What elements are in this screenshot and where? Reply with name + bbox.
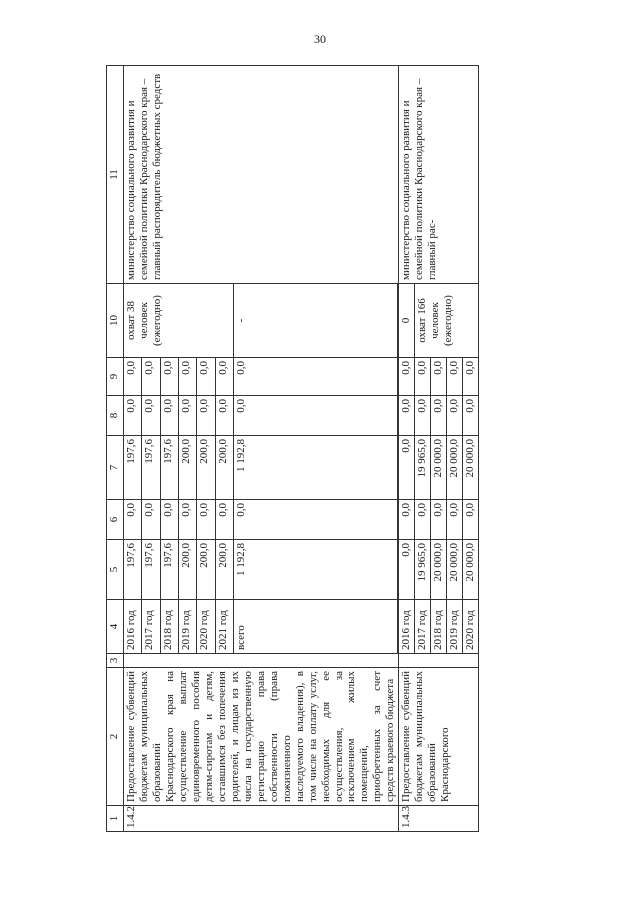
- col-header-7: 7: [107, 436, 124, 500]
- value-cell: 200,0: [178, 540, 196, 600]
- year-cell: 2019 год: [447, 600, 463, 654]
- year-cell: 2018 год: [431, 600, 447, 654]
- value-cell: 20 000,0: [447, 436, 463, 500]
- year-cell: 2019 год: [178, 600, 196, 654]
- value-cell: 0,0: [463, 358, 479, 396]
- value-cell: 0,0: [463, 396, 479, 436]
- row-col3: [124, 654, 399, 668]
- row-col3: [399, 654, 479, 668]
- value-cell: 0,0: [415, 358, 431, 396]
- row-description: Предоставление субвенций бюджетам муниципальных образований Краснодарского: [399, 668, 479, 806]
- value-cell: 0,0: [160, 500, 178, 540]
- value-cell: 0,0: [431, 500, 447, 540]
- value-cell: 0,0: [178, 358, 196, 396]
- value-cell: 0,0: [178, 500, 196, 540]
- value-cell: 20 000,0: [431, 540, 447, 600]
- result-cell: охват 166 человек (ежегодно): [415, 284, 479, 358]
- value-cell: 0,0: [415, 500, 431, 540]
- value-cell: 0,0: [399, 436, 415, 500]
- result-total-cell: -: [233, 284, 397, 358]
- col-header-9: 9: [107, 358, 124, 396]
- year-cell: 2018 год: [160, 600, 178, 654]
- year-cell: 2017 год: [415, 600, 431, 654]
- year-cell: всего: [233, 600, 397, 654]
- value-cell: 0,0: [399, 396, 415, 436]
- value-cell: 197,6: [142, 436, 160, 500]
- value-cell: 0,0: [447, 500, 463, 540]
- value-cell: 19 965,0: [415, 540, 431, 600]
- value-cell: 0,0: [197, 396, 215, 436]
- year-cell: 2016 год: [124, 600, 142, 654]
- value-cell: 197,6: [160, 436, 178, 500]
- value-cell: 197,6: [124, 436, 142, 500]
- value-cell: 20 000,0: [447, 540, 463, 600]
- value-cell: 200,0: [215, 436, 233, 500]
- value-cell: 197,6: [142, 540, 160, 600]
- value-cell: 0,0: [447, 396, 463, 436]
- value-cell: 0,0: [399, 500, 415, 540]
- col-header-11: 11: [107, 66, 124, 284]
- value-cell: 1 192,8: [233, 436, 397, 500]
- rotated-table-sheet: [106, 66, 626, 832]
- result-pre-cell: 0: [399, 284, 415, 358]
- value-cell: 0,0: [431, 396, 447, 436]
- value-cell: 197,6: [160, 540, 178, 600]
- value-cell: 20 000,0: [431, 436, 447, 500]
- value-cell: 0,0: [142, 396, 160, 436]
- year-cell: 2017 год: [142, 600, 160, 654]
- value-cell: 0,0: [124, 358, 142, 396]
- col-header-4: 4: [107, 600, 124, 654]
- executor-cell: министерство социального развития и семейной политики Краснодарского края – главный распорядитель бюджетных средств: [124, 66, 399, 284]
- value-cell: 0,0: [399, 358, 415, 396]
- table-row: [399, 66, 415, 832]
- year-cell: 2020 год: [463, 600, 479, 654]
- value-cell: 0,0: [463, 500, 479, 540]
- year-cell: 2021 год: [215, 600, 233, 654]
- column-number-row: [107, 66, 124, 832]
- value-cell: 0,0: [399, 540, 415, 600]
- value-cell: 200,0: [197, 540, 215, 600]
- value-cell: 0,0: [160, 396, 178, 436]
- year-cell: 2020 год: [197, 600, 215, 654]
- value-cell: 0,0: [124, 500, 142, 540]
- value-cell: 0,0: [415, 396, 431, 436]
- executor-cell: министерство социального развития и семейной политики Краснодарского края – главный рас-: [399, 66, 479, 284]
- col-header-1: 1: [107, 806, 124, 832]
- value-cell: 20 000,0: [463, 540, 479, 600]
- value-cell: 0,0: [233, 396, 397, 436]
- value-cell: 0,0: [197, 500, 215, 540]
- value-cell: 0,0: [431, 358, 447, 396]
- value-cell: 0,0: [142, 500, 160, 540]
- col-header-2: 2: [107, 668, 124, 806]
- col-header-10: 10: [107, 284, 124, 358]
- col-header-3: 3: [107, 654, 124, 668]
- value-cell: 0,0: [233, 500, 397, 540]
- year-cell: 2016 год: [399, 600, 415, 654]
- page-number: 30: [314, 32, 326, 46]
- row-id: 1.4.2: [124, 806, 399, 832]
- value-cell: 200,0: [178, 436, 196, 500]
- value-cell: 0,0: [160, 358, 178, 396]
- value-cell: 0,0: [142, 358, 160, 396]
- value-cell: 0,0: [215, 358, 233, 396]
- result-cell: охват 38 человек (ежегодно): [124, 284, 234, 358]
- value-cell: 1 192,8: [233, 540, 397, 600]
- value-cell: 0,0: [215, 500, 233, 540]
- value-cell: 19 965,0: [415, 436, 431, 500]
- value-cell: 200,0: [215, 540, 233, 600]
- value-cell: 0,0: [197, 358, 215, 396]
- col-header-5: 5: [107, 540, 124, 600]
- value-cell: 0,0: [178, 396, 196, 436]
- value-cell: 197,6: [124, 540, 142, 600]
- value-cell: 0,0: [124, 396, 142, 436]
- value-cell: 20 000,0: [463, 436, 479, 500]
- value-cell: 0,0: [215, 396, 233, 436]
- col-header-6: 6: [107, 500, 124, 540]
- row-description: Предоставление субвенций бюджетам муниципальных образований Краснодарского края на осуществление выплат единовременного пособия детям-сиротам и детям, оставшимся без попечения родителей, и лицам из их числа на государственную регистрацию права собственности (права пожизненного наследуемого владения), в том числе на оплату услуг, необходимых для ее осуществления, за исключением жилых помещений, приобретенных за счет средств краевого бюджета: [124, 668, 399, 806]
- table-row: [124, 66, 142, 832]
- program-measures-table: [106, 65, 479, 832]
- value-cell: 0,0: [233, 358, 397, 396]
- value-cell: 200,0: [197, 436, 215, 500]
- row-id: 1.4.3: [399, 806, 479, 832]
- col-header-8: 8: [107, 396, 124, 436]
- value-cell: 0,0: [447, 358, 463, 396]
